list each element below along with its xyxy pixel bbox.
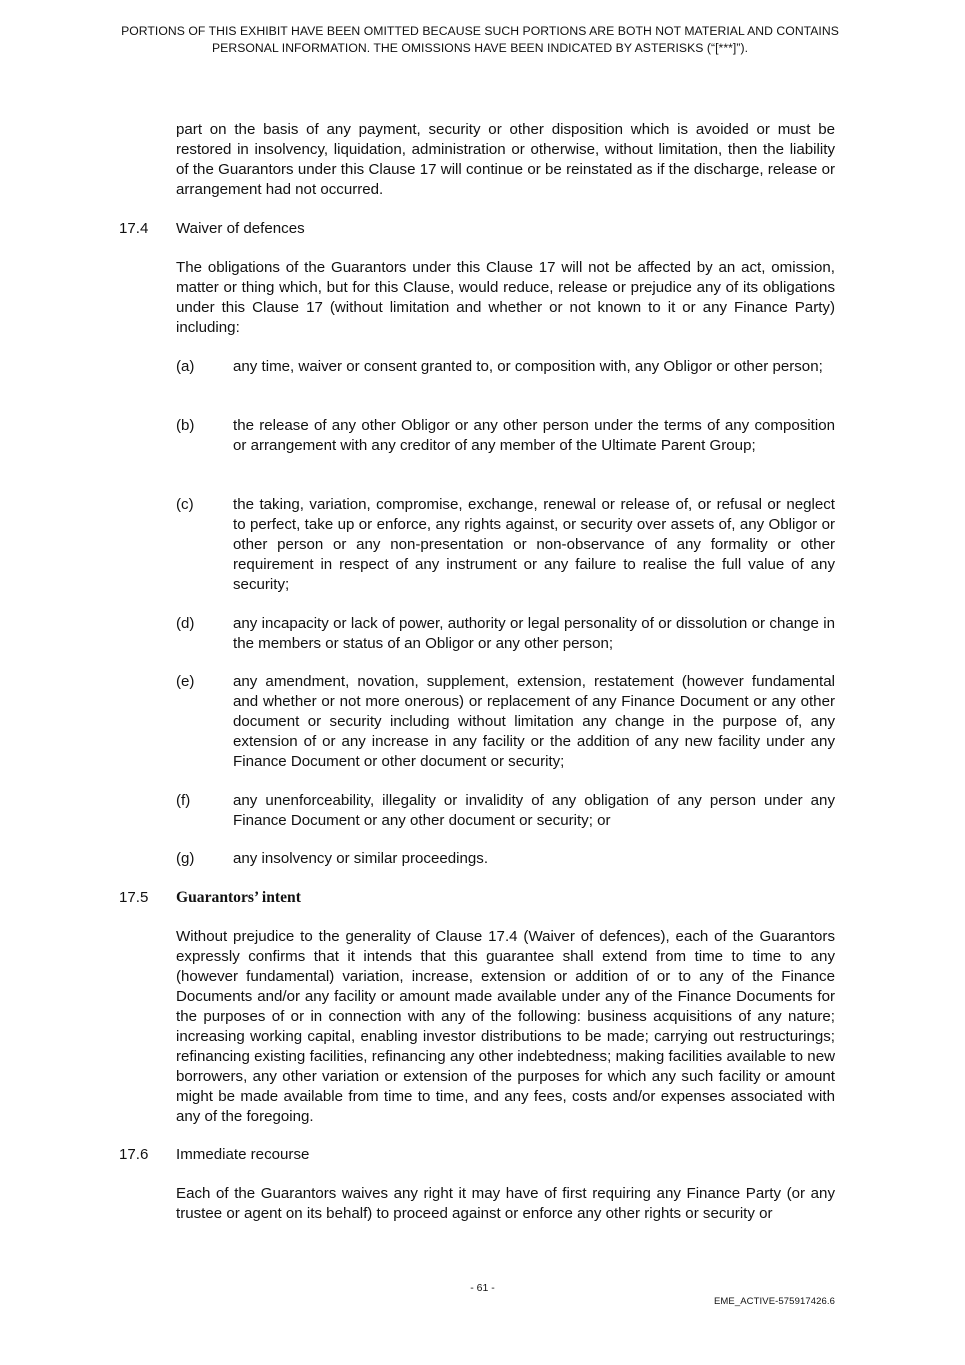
list-item-c	[176, 495, 835, 595]
list-item-label: (a)	[176, 358, 195, 375]
list-item-label: (g)	[176, 850, 195, 867]
list-item-text: any time, waiver or consent granted to, or composition with, any Obligor or other person;	[233, 358, 823, 375]
header-notice: PORTIONS OF THIS EXHIBIT HAVE BEEN OMITTED BECAUSE SUCH PORTIONS ARE BOTH NOT MATERIAL AND CONTAINS PERSONAL INFORMATION. THE OMISSIONS HAVE BEEN INDICATED BY ASTERISKS (“[***]”).	[121, 24, 839, 55]
section-17-5-title: Guarantors’ intent	[176, 889, 301, 906]
list-item-label: (d)	[176, 615, 195, 632]
list-item-label: (e)	[176, 673, 195, 690]
list-item-f	[176, 791, 835, 831]
continuation-paragraph: part on the basis of any payment, security or other disposition which is avoided or must be restored in insolvency, liquidation, administration or otherwise, without limitation, then the liability of the Guarantors under this Clause 17 will continue or be reinstated as if the discharge, release or arrangement had not occurred.	[176, 121, 835, 198]
section-17-4-number: 17.4	[119, 220, 149, 237]
list-item-text: the release of any other Obligor or any other person under the terms of any composition or arrangement with any creditor of any member of the Ultimate Parent Group;	[233, 417, 835, 454]
list-item-e	[176, 672, 835, 772]
list-item-b	[176, 416, 835, 456]
list-item-text: the taking, variation, compromise, exchange, renewal or release of, or refusal or neglect to perfect, take up or enforce, any rights against, or security over assets of, any Obligor or other person or any non-presentation or non-observance of any formality or other requirement in respect of any instrument or any failure to realise the full value of any security;	[233, 496, 835, 593]
section-17-5-intro: Without prejudice to the generality of Clause 17.4 (Waiver of defences), each of the Guarantors expressly confirms that it intends that this guarantee shall extend from time to time to any (however fundamental) variation, increase, extension or addition of or to any of the Finance Documents and/or any facility or amount made available under any of the Finance Documents for the purposes of or in connection with any of the following: business acquisitions of any nature; increasing working capital, enabling investor distributions to be made; carrying out restructurings; refinancing existing facilities, refinancing any other indebtedness; making facilities available to new borrowers, any other variation or extension of the purposes for which any such facility or amount might be made available from time to time, and any fees, costs and/or expenses associated with any of the foregoing.	[176, 928, 835, 1125]
list-item-label: (f)	[176, 792, 191, 809]
section-17-6-title: Immediate recourse	[176, 1146, 310, 1163]
list-item-text: any incapacity or lack of power, authority or legal personality of or dissolution or change in the members or status of an Obligor or any other person;	[233, 615, 835, 652]
list-item-g	[176, 849, 835, 869]
list-item-d	[176, 614, 835, 654]
list-item-a	[176, 357, 835, 377]
list-item-text: any unenforceability, illegality or invalidity of any obligation of any person under any Finance Document or any other document or security; or	[233, 792, 835, 829]
section-17-4-title: Waiver of defences	[176, 220, 305, 237]
document-reference: EME_ACTIVE-575917426.6	[713, 1296, 835, 1307]
section-17-5-number: 17.5	[119, 889, 149, 906]
list-item-label: (b)	[176, 417, 195, 434]
section-17-6-intro: Each of the Guarantors waives any right it may have of first requiring any Finance Party (or any trustee or agent on its behalf) to proceed against or enforce any other rights or security or	[176, 1185, 835, 1222]
list-item-text: any amendment, novation, supplement, extension, restatement (however fundamental and whether or not more onerous) or replacement of any Finance Document or any other document or security including without limitation any change in the purpose of, any extension of or any increase in any facility or the addition of any new facility under any Finance Document or other document or security;	[233, 673, 835, 770]
list-item-label: (c)	[176, 496, 194, 513]
section-17-4-intro: The obligations of the Guarantors under this Clause 17 will not be affected by an act, omission, matter or thing which, but for this Clause, would reduce, release or prejudice any of its obligations under this Clause 17 (without limitation and whether or not known to it or any Finance Party) including:	[176, 259, 835, 336]
section-17-6-number: 17.6	[119, 1146, 149, 1163]
list-item-text: any insolvency or similar proceedings.	[233, 850, 489, 867]
page-number: - 61 -	[470, 1282, 495, 1294]
